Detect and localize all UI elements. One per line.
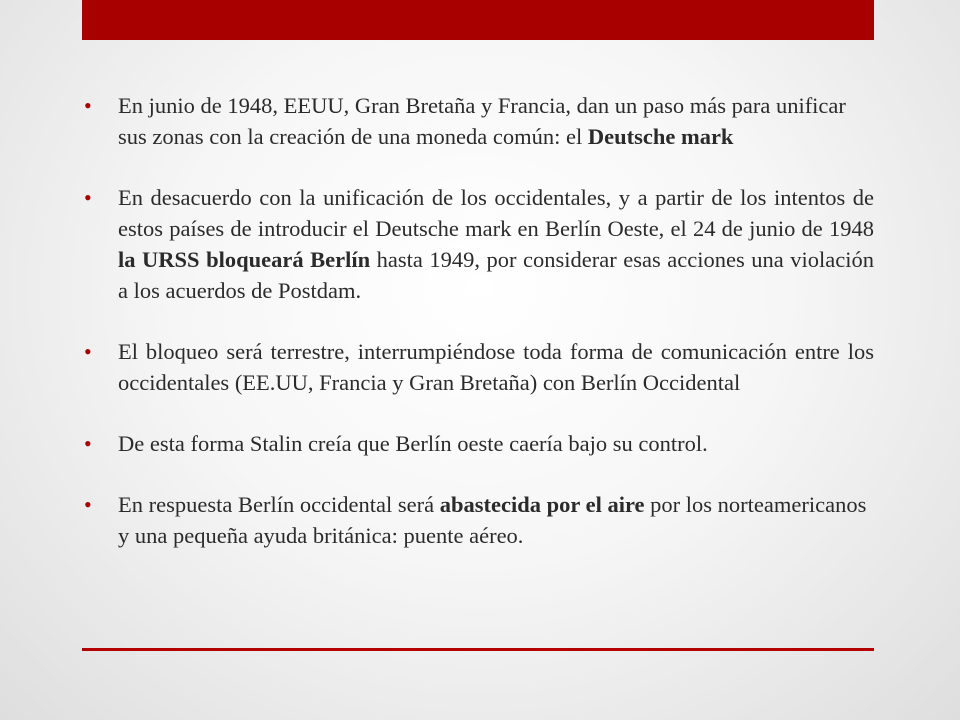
top-accent-bar [82, 0, 874, 40]
bullet-text [118, 93, 846, 149]
bullet-item [84, 336, 874, 398]
bold-text: abastecida por el aire [439, 492, 645, 517]
text-run: El bloqueo será terrestre, interrumpiéndose toda forma de comunicación entre los occidentales (EE.UU, Francia y Gran Bretaña) con Berlín Occidental [118, 339, 874, 395]
bullet-text [118, 431, 708, 456]
text-run: En desacuerdo con la unificación de los occidentales, y a partir de los intentos de estos países de introducir el Deutsche mark en Berlín Oeste, el 24 de junio de 1948 [118, 185, 874, 241]
bullet-list [84, 90, 874, 551]
text-run: En respuesta Berlín occidental será [118, 492, 440, 517]
text-run: hasta 1949, por considerar esas acciones una violación a los acuerdos de Postdam. [118, 247, 874, 303]
bottom-divider [82, 648, 874, 651]
bullet-dot-icon: • [84, 93, 92, 118]
bullet-dot-icon: • [84, 185, 92, 210]
text-run: De esta forma Stalin creía que Berlín oeste caería bajo su control. [118, 431, 708, 456]
bullet-dot-icon: • [84, 492, 92, 517]
bullet-item [84, 182, 874, 306]
bullet-dot-icon: • [84, 431, 92, 456]
bullet-item [84, 489, 874, 551]
bullet-text [118, 185, 874, 303]
bullet-item [84, 90, 874, 152]
bold-text: la URSS bloqueará Berlín [118, 247, 371, 272]
text-run: por los norteamericanos y una pequeña ayuda británica: puente aéreo. [118, 492, 867, 548]
bullet-dot-icon: • [84, 339, 92, 364]
slide-content [84, 90, 874, 551]
bold-text: Deutsche mark [587, 124, 734, 149]
bullet-text [118, 492, 866, 548]
bullet-text [118, 339, 874, 395]
text-run: En junio de 1948, EEUU, Gran Bretaña y Francia, dan un paso más para unificar sus zonas con la creación de una moneda común: el [118, 93, 846, 149]
bullet-item [84, 428, 874, 459]
